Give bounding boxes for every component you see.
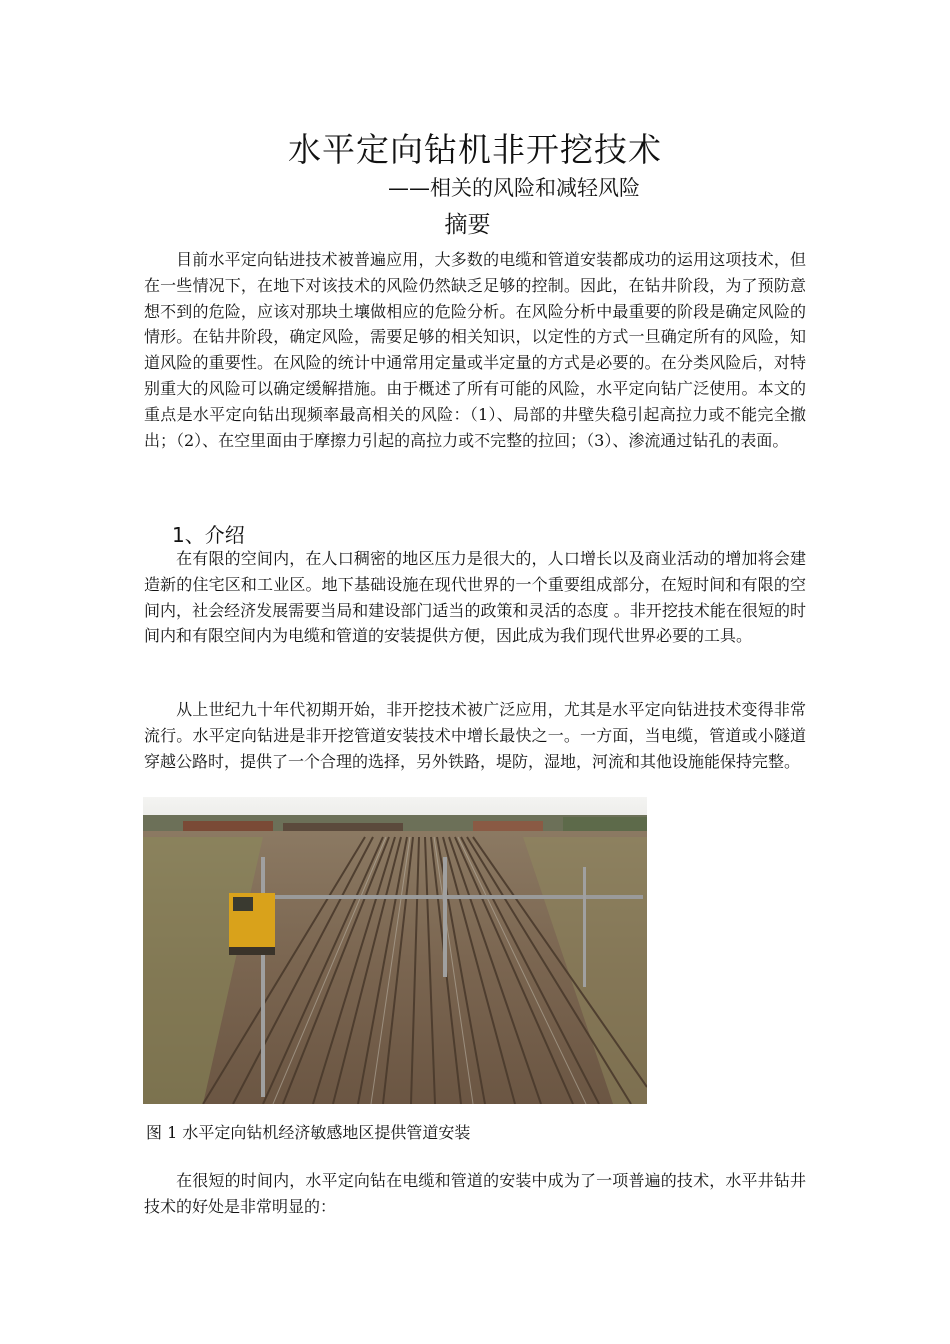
document-title: 水平定向钻机非开挖技术	[288, 130, 662, 169]
intro-paragraph-2-text: 从上世纪九十年代初期开始，非开挖技术被广泛应用，尤其是水平定向钻进技术变得非常流行。水平定向钻进是非开挖管道安装技术中增长最快之一。一方面，当电缆，管道或小隧道穿越公路时，提供了一个合理的选择，另外铁路，堤防，湿地，河流和其他设施能保持完整。	[144, 700, 806, 771]
intro-paragraph-2	[144, 697, 806, 774]
section-heading-introduction: 1、介绍	[172, 523, 245, 547]
figure-caption: 图 1 水平定向钻机经济敏感地区提供管道安装	[146, 1123, 471, 1142]
document-subtitle: ——相关的风险和减轻风险	[388, 176, 640, 200]
intro-paragraph-1-text: 在有限的空间内，在人口稠密的地区压力是很大的，人口增长以及商业活动的增加将会建造新的住宅区和工业区。地下基础设施在现代世界的一个重要组成部分，在短时间和有限的空间内，社会经济发展需要当局和建设部门适当的政策和灵活的态度 。非开挖技术能在很短的时间内和有限空间内为电缆和管道的安装提供方便，因此成为我们现代世界必要的工具。	[144, 549, 806, 646]
abstract-text: 目前水平定向钻进技术被普遍应用，大多数的电缆和管道安装都成功的运用这项技术，但在一些情况下，在地下对该技术的风险仍然缺乏足够的控制。因此，在钻井阶段，为了预防意想不到的危险，应该对那块土壤做相应的危险分析。在风险分析中最重要的阶段是确定风险的情形。在钻井阶段，确定风险，需要足够的相关知识，以定性的方式一旦确定所有的风险，知道风险的重要性。在风险的统计中通常用定量或半定量的方式是必要的。在分类风险后，对特别重大的风险可以确定缓解措施。由于概述了所有可能的风险，水平定向钻广泛使用。本文的重点是水平定向钻出现频率最高相关的风险：（1）、局部的井壁失稳引起高拉力或不能完全撤出；（2）、在空里面由于摩擦力引起的高拉力或不完整的拉回；（3）、渗流通过钻孔的表面。	[144, 250, 806, 450]
intro-paragraph-3	[144, 1168, 806, 1220]
railway-yard-photo	[143, 797, 647, 1104]
intro-paragraph-3-text: 在很短的时间内，水平定向钻在电缆和管道的安装中成为了一项普遍的技术，水平井钻井技术的好处是非常明显的：	[144, 1171, 806, 1216]
intro-paragraph-1	[144, 546, 806, 649]
abstract-paragraph	[144, 247, 806, 453]
abstract-heading: 摘要	[444, 212, 491, 238]
